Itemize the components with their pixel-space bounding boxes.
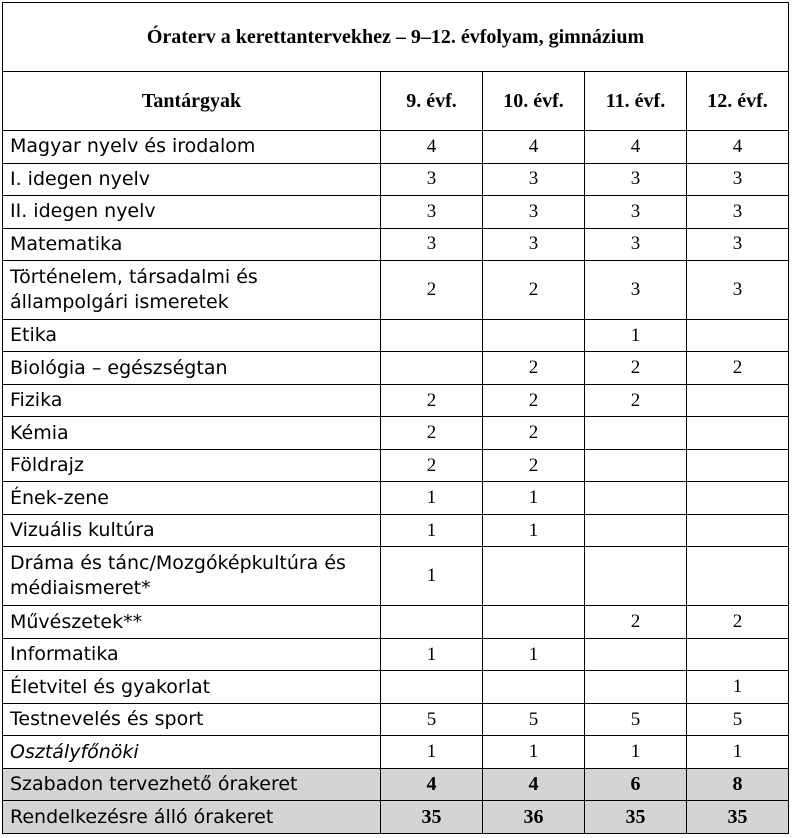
table-row xyxy=(3,703,789,736)
hours-cell: 2 xyxy=(483,417,585,450)
hours-cell: 3 xyxy=(585,228,687,261)
subject-cell: Életvitel és gyakorlat xyxy=(3,671,381,704)
hours-cell: 2 xyxy=(381,384,483,417)
hours-cell: 3 xyxy=(483,228,585,261)
hours-cell: 2 xyxy=(483,352,585,385)
total-hours-cell: 36 xyxy=(483,801,585,834)
hours-cell: 2 xyxy=(585,606,687,639)
hours-cell xyxy=(687,449,789,482)
total-row xyxy=(3,801,789,834)
hours-cell xyxy=(483,606,585,639)
total-hours-cell: 35 xyxy=(381,801,483,834)
subject-cell: Biológia – egészségtan xyxy=(3,352,381,385)
hours-cell: 2 xyxy=(381,261,483,320)
hours-cell xyxy=(381,352,483,385)
subject-cell: Ének-zene xyxy=(3,482,381,515)
subject-rows xyxy=(3,131,789,769)
hours-cell: 1 xyxy=(381,482,483,515)
table-row xyxy=(3,606,789,639)
table-row xyxy=(3,384,789,417)
hours-cell xyxy=(585,547,687,606)
subject-cell: Magyar nyelv és irodalom xyxy=(3,131,381,164)
hours-cell xyxy=(483,547,585,606)
table-row xyxy=(3,131,789,164)
table-row xyxy=(3,671,789,704)
hours-cell: 3 xyxy=(381,196,483,229)
hours-cell: 3 xyxy=(687,228,789,261)
hours-cell xyxy=(585,638,687,671)
hours-cell: 4 xyxy=(381,131,483,164)
subject-cell: Dráma és tánc/Mozgóképkultúra és médiaismeret* xyxy=(3,547,381,606)
hours-cell: 1 xyxy=(585,736,687,769)
hours-cell xyxy=(381,319,483,352)
hours-cell: 1 xyxy=(483,736,585,769)
hours-cell xyxy=(585,417,687,450)
table-row xyxy=(3,163,789,196)
table-row xyxy=(3,319,789,352)
hours-cell xyxy=(483,319,585,352)
subject-cell: Etika xyxy=(3,319,381,352)
hours-cell: 1 xyxy=(585,319,687,352)
hours-cell xyxy=(687,514,789,547)
hours-cell xyxy=(687,384,789,417)
hours-cell: 1 xyxy=(483,514,585,547)
lesson-plan-table xyxy=(2,2,789,834)
hours-cell: 5 xyxy=(483,703,585,736)
table-row xyxy=(3,638,789,671)
hours-cell xyxy=(687,319,789,352)
subject-cell: I. idegen nyelv xyxy=(3,163,381,196)
hours-cell: 2 xyxy=(381,417,483,450)
hours-cell: 4 xyxy=(687,131,789,164)
hours-cell xyxy=(687,547,789,606)
table-row xyxy=(3,352,789,385)
hours-cell: 2 xyxy=(483,449,585,482)
hours-cell xyxy=(585,482,687,515)
hours-cell xyxy=(687,417,789,450)
table-row xyxy=(3,482,789,515)
hours-cell xyxy=(687,638,789,671)
total-label: Szabadon tervezhető órakeret xyxy=(3,768,381,801)
header-grade-11: 11. évf. xyxy=(585,72,687,131)
subject-cell: Matematika xyxy=(3,228,381,261)
hours-cell: 4 xyxy=(483,131,585,164)
hours-cell: 4 xyxy=(585,131,687,164)
hours-cell: 1 xyxy=(483,482,585,515)
table-row xyxy=(3,417,789,450)
hours-cell: 3 xyxy=(585,163,687,196)
hours-cell: 1 xyxy=(687,671,789,704)
total-hours-cell: 8 xyxy=(687,768,789,801)
hours-cell xyxy=(483,671,585,704)
total-hours-cell: 35 xyxy=(687,801,789,834)
table-row xyxy=(3,228,789,261)
hours-cell: 2 xyxy=(687,352,789,385)
hours-cell: 3 xyxy=(687,163,789,196)
table-title: Óraterv a kerettantervekhez – 9–12. évfolyam, gimnázium xyxy=(3,3,789,72)
total-hours-cell: 35 xyxy=(585,801,687,834)
hours-cell: 3 xyxy=(381,163,483,196)
total-hours-cell: 6 xyxy=(585,768,687,801)
subject-cell: Vizuális kultúra xyxy=(3,514,381,547)
hours-cell xyxy=(687,482,789,515)
hours-cell: 2 xyxy=(483,261,585,320)
table-row xyxy=(3,736,789,769)
hours-cell: 3 xyxy=(585,261,687,320)
subject-cell: Művészetek** xyxy=(3,606,381,639)
subject-cell: Fizika xyxy=(3,384,381,417)
table-row xyxy=(3,547,789,606)
total-hours-cell: 4 xyxy=(483,768,585,801)
hours-cell: 5 xyxy=(687,703,789,736)
hours-cell xyxy=(381,606,483,639)
subject-cell: II. idegen nyelv xyxy=(3,196,381,229)
hours-cell: 1 xyxy=(687,736,789,769)
subject-cell: Földrajz xyxy=(3,449,381,482)
hours-cell: 1 xyxy=(381,514,483,547)
header-subjects: Tantárgyak xyxy=(3,72,381,131)
table-row xyxy=(3,449,789,482)
hours-cell: 1 xyxy=(381,736,483,769)
hours-cell: 5 xyxy=(381,703,483,736)
hours-cell: 3 xyxy=(687,261,789,320)
hours-cell: 3 xyxy=(483,196,585,229)
table-row xyxy=(3,261,789,320)
hours-cell: 1 xyxy=(483,638,585,671)
hours-cell: 2 xyxy=(483,384,585,417)
hours-cell: 2 xyxy=(381,449,483,482)
hours-cell: 3 xyxy=(585,196,687,229)
hours-cell: 2 xyxy=(585,352,687,385)
hours-cell: 3 xyxy=(381,228,483,261)
hours-cell: 1 xyxy=(381,638,483,671)
hours-cell: 2 xyxy=(687,606,789,639)
subject-cell: Kémia xyxy=(3,417,381,450)
subject-cell: Informatika xyxy=(3,638,381,671)
header-grade-9: 9. évf. xyxy=(381,72,483,131)
subject-cell: Testnevelés és sport xyxy=(3,703,381,736)
hours-cell xyxy=(585,671,687,704)
hours-cell xyxy=(585,449,687,482)
hours-cell: 2 xyxy=(585,384,687,417)
total-hours-cell: 4 xyxy=(381,768,483,801)
subject-cell: Történelem, társadalmi és állampolgári ismeretek xyxy=(3,261,381,320)
table-row xyxy=(3,196,789,229)
total-row xyxy=(3,768,789,801)
header-grade-12: 12. évf. xyxy=(687,72,789,131)
hours-cell: 3 xyxy=(483,163,585,196)
table-row xyxy=(3,514,789,547)
hours-cell xyxy=(585,514,687,547)
subject-cell: Osztályfőnöki xyxy=(3,736,381,769)
header-grade-10: 10. évf. xyxy=(483,72,585,131)
hours-cell xyxy=(381,671,483,704)
total-rows xyxy=(3,768,789,833)
hours-cell: 1 xyxy=(381,547,483,606)
total-label: Rendelkezésre álló órakeret xyxy=(3,801,381,834)
hours-cell: 5 xyxy=(585,703,687,736)
hours-cell: 3 xyxy=(687,196,789,229)
